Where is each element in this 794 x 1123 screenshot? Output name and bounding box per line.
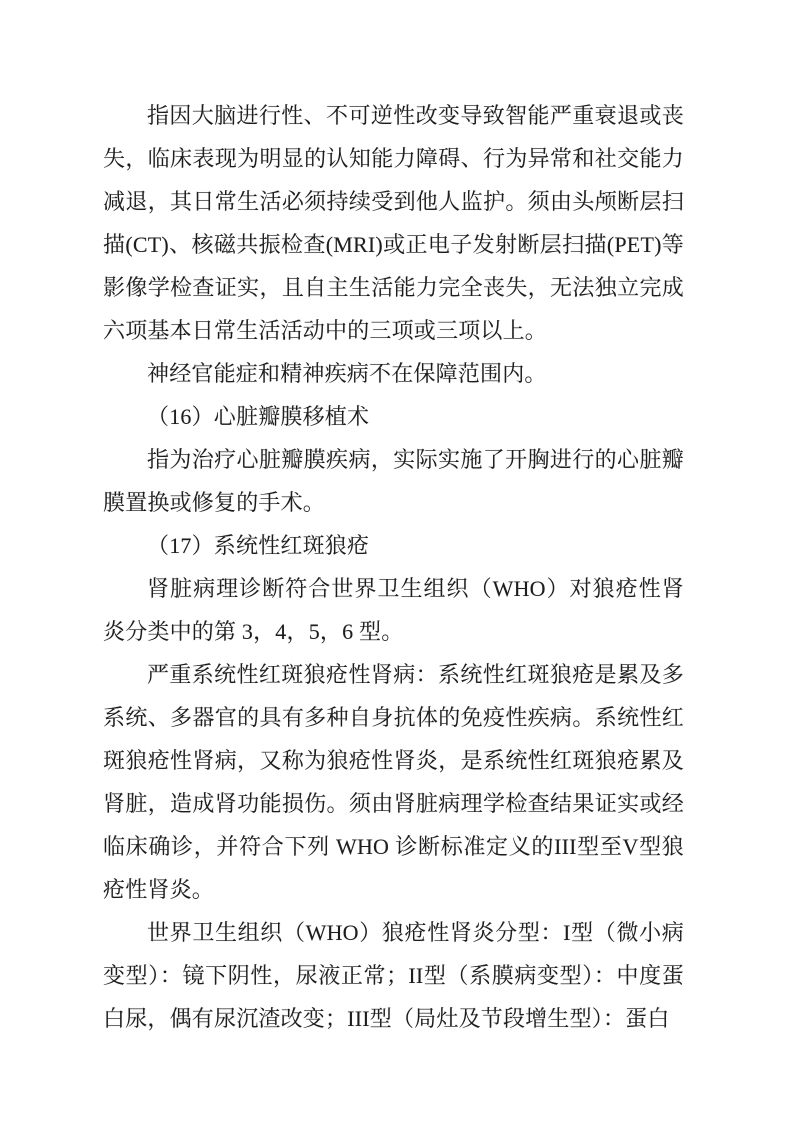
- paragraph-who-typing: 世界卫生组织（WHO）狼疮性肾炎分型：I型（微小病变型）：镜下阴性，尿液正常；II型（系膜病变型）：中度蛋白尿，偶有尿沉渣改变；III型（局灶及节段增生型）：蛋白: [103, 920, 684, 1031]
- paragraph-exclusion-note: 神经官能症和精神疾病不在保障范围内。: [147, 361, 547, 386]
- paragraph-lupus-nephritis-definition: 严重系统性红斑狼疮性肾病：系统性红斑狼疮是累及多系统、多器官的具有多种自身抗体的免疫性疾病。系统性红斑狼疮性肾病，又称为狼疮性肾炎，是系统性红斑狼疮累及肾脏，造成肾功能损伤。须由肾脏病理学检查结果证实或经临床确诊，并符合下列 WHO 诊断标准定义的III型至V型狼疮性肾炎。: [103, 662, 684, 902]
- item-16-heading: （16）心脏瓣膜移植术: [147, 404, 370, 429]
- paragraph-item-16-definition: 指为治疗心脏瓣膜疾病，实际实施了开胸进行的心脏瓣膜置换或修复的手术。: [103, 447, 684, 515]
- paragraph-item-17-who-classes: 肾脏病理诊断符合世界卫生组织（WHO）对狼疮性肾炎分类中的第 3，4，5，6 型。: [103, 576, 684, 644]
- item-17-heading: （17）系统性红斑狼疮: [147, 533, 370, 558]
- page-body: [103, 94, 684, 1040]
- paragraph-dementia-definition: 指因大脑进行性、不可逆性改变导致智能严重衰退或丧失，临床表现为明显的认知能力障碍、行为异常和社交能力减退，其日常生活必须持续受到他人监护。须由头颅断层扫描(CT)、核磁共振检查(MRI)或正电子发射断层扫描(PET)等影像学检查证实，且自主生活能力完全丧失，无法独立完成六项基本日常生活活动中的三项或三项以上。: [103, 103, 684, 343]
